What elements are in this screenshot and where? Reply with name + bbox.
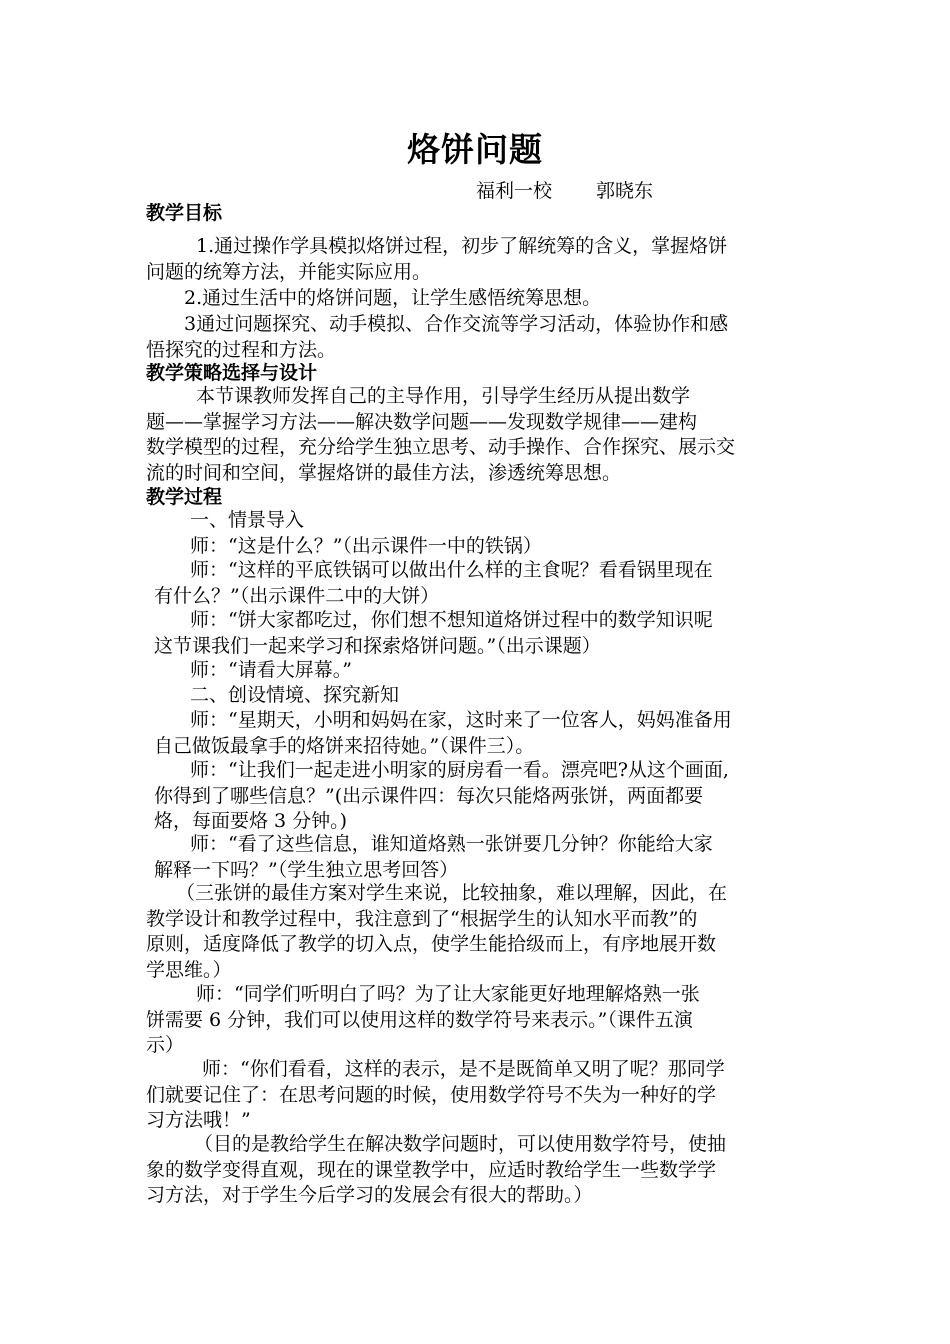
process-paragraph-5-line-2: 自己做饭最拿手的烙饼来招待她。”（课件三）。 (154, 734, 535, 757)
process-paragraph-8-line-1: 师：“同学们听明白了吗？为了让大家能更好地理解烙熟一张 (196, 983, 700, 1005)
goal-1 (146, 234, 727, 285)
page-title: 烙饼问题 (407, 130, 543, 169)
goal-3-line-2: 悟探究的过程和方法。 (146, 338, 337, 361)
process-paragraph-4 (190, 658, 352, 684)
process-subheading-2 (190, 683, 399, 709)
process-paragraph-2-line-2: 有什么？”（出示课件二中的大饼） (154, 584, 440, 607)
strategy-line-4: 流的时间和空间，掌握烙饼的最佳方法，渗透统筹思想。 (146, 461, 622, 484)
process-paragraph-2 (154, 558, 713, 609)
process-paragraph-7-line-1: 师：“看了这些信息，谁知道烙熟一张饼要几分钟？你能给大家 (190, 833, 713, 855)
process-note-2-line-3: 习方法，对于学生今后学习的发展会有很大的帮助。） (146, 1184, 593, 1207)
process-paragraph-9-line-3: 习方法哦！” (146, 1109, 251, 1132)
author-name: 郭晓东 (596, 180, 654, 202)
process-note-2 (146, 1132, 726, 1209)
process-subheading-2-text: 二、创设情境、探究新知 (190, 684, 400, 706)
process-paragraph-3-line-2: 这节课我们一起来学习和探索烙饼问题。”（出示课题） (154, 634, 601, 657)
author-line (476, 178, 653, 204)
goal-1-line-1: 1.通过操作学具模拟烙饼过程，初步了解统筹的含义，掌握烙饼 (196, 235, 728, 257)
process-note-2-line-2: 象的数学变得直观，现在的课堂教学中，应适时教给学生一些数学学 (146, 1158, 717, 1181)
process-paragraph-1-line-1: 师：“这是什么？”（出示课件一中的铁锅） (190, 535, 542, 557)
process-paragraph-7-line-2: 解释一下吗？”（学生独立思考回答） (154, 858, 459, 881)
process-note-1 (146, 881, 727, 983)
process-paragraph-1 (190, 534, 542, 560)
process-note-1-line-1: （三张饼的最佳方案对学生来说，比较抽象，难以理解，因此，在 (176, 882, 728, 904)
process-paragraph-8-line-3: 示） (146, 1034, 185, 1057)
process-paragraph-6-line-1: 师：“让我们一起走进小明家的厨房看一看。漂亮吧?从这个画面, (190, 759, 729, 781)
process-paragraph-8-line-2: 饼需要 6 分钟，我们可以使用这样的数学符号来表示。”（课件五演 (146, 1008, 693, 1031)
heading-goals: 教学目标 (146, 202, 223, 224)
process-note-1-line-4: 学思维。） (146, 958, 232, 981)
goal-2-line-1: 2.通过生活中的烙饼问题，让学生感悟统筹思想。 (184, 287, 602, 309)
process-note-2-line-1: （目的是教给学生在解决数学问题时，可以使用数学符号，使抽 (194, 1133, 727, 1155)
process-paragraph-6-line-3: 烙，每面要烙 3 分钟。) (154, 810, 348, 833)
process-paragraph-5 (154, 708, 732, 759)
process-paragraph-9-line-1: 师：“你们看看，这样的表示，是不是既简单又明了呢？那同学 (202, 1058, 725, 1080)
process-paragraph-8 (146, 982, 700, 1059)
goal-2 (184, 286, 601, 312)
heading-process: 教学过程 (146, 486, 223, 508)
goal-3-line-1: 3通过问题探究、动手模拟、合作交流等学习活动，体验协作和感 (184, 313, 729, 335)
process-subheading-1-text: 一、情景导入 (190, 509, 305, 531)
heading-strategy: 教学策略选择与设计 (146, 362, 318, 384)
process-note-1-line-3: 原则，适度降低了教学的切入点，使学生能拾级而上，有序地展开数 (146, 933, 717, 956)
process-note-1-line-2: 教学设计和教学过程中，我注意到了“根据学生的认知水平而教”的 (146, 907, 698, 930)
strategy-paragraph (146, 384, 735, 486)
process-paragraph-6-line-2: 你得到了哪些信息？”(出示课件四：每次只能烙两张饼，两面都要 (154, 784, 704, 807)
process-paragraph-9 (146, 1057, 725, 1134)
process-paragraph-5-line-1: 师：“星期天，小明和妈妈在家，这时来了一位客人，妈妈准备用 (190, 709, 732, 731)
process-paragraph-7 (154, 832, 713, 883)
process-subheading-1 (190, 508, 304, 534)
process-paragraph-9-line-2: 们就要记住了：在思考问题的时候，使用数学符号不失为一种好的学 (146, 1083, 717, 1106)
strategy-line-1: 本节课教师发挥自己的主导作用，引导学生经历从提出数学 (196, 385, 691, 407)
strategy-line-3: 数学模型的过程，充分给学生独立思考、动手操作、合作探究、展示交 (146, 436, 736, 459)
process-paragraph-2-line-1: 师：“这样的平底铁锅可以做出什么样的主食呢？看看锅里现在 (190, 559, 713, 581)
process-paragraph-4-line-1: 师：“请看大屏幕。” (190, 659, 352, 681)
process-paragraph-6 (154, 758, 729, 835)
strategy-line-2: 题——掌握学习方法——解决数学问题——发现数学规律——建构 (146, 410, 698, 433)
process-paragraph-3-line-1: 师：“饼大家都吃过，你们想不想知道烙饼过程中的数学知识呢 (190, 609, 713, 631)
goal-3 (146, 312, 728, 363)
process-paragraph-3 (154, 608, 713, 659)
goal-1-line-2: 问题的统筹方法，并能实际应用。 (146, 260, 432, 283)
author-school: 福利一校 (476, 180, 553, 202)
